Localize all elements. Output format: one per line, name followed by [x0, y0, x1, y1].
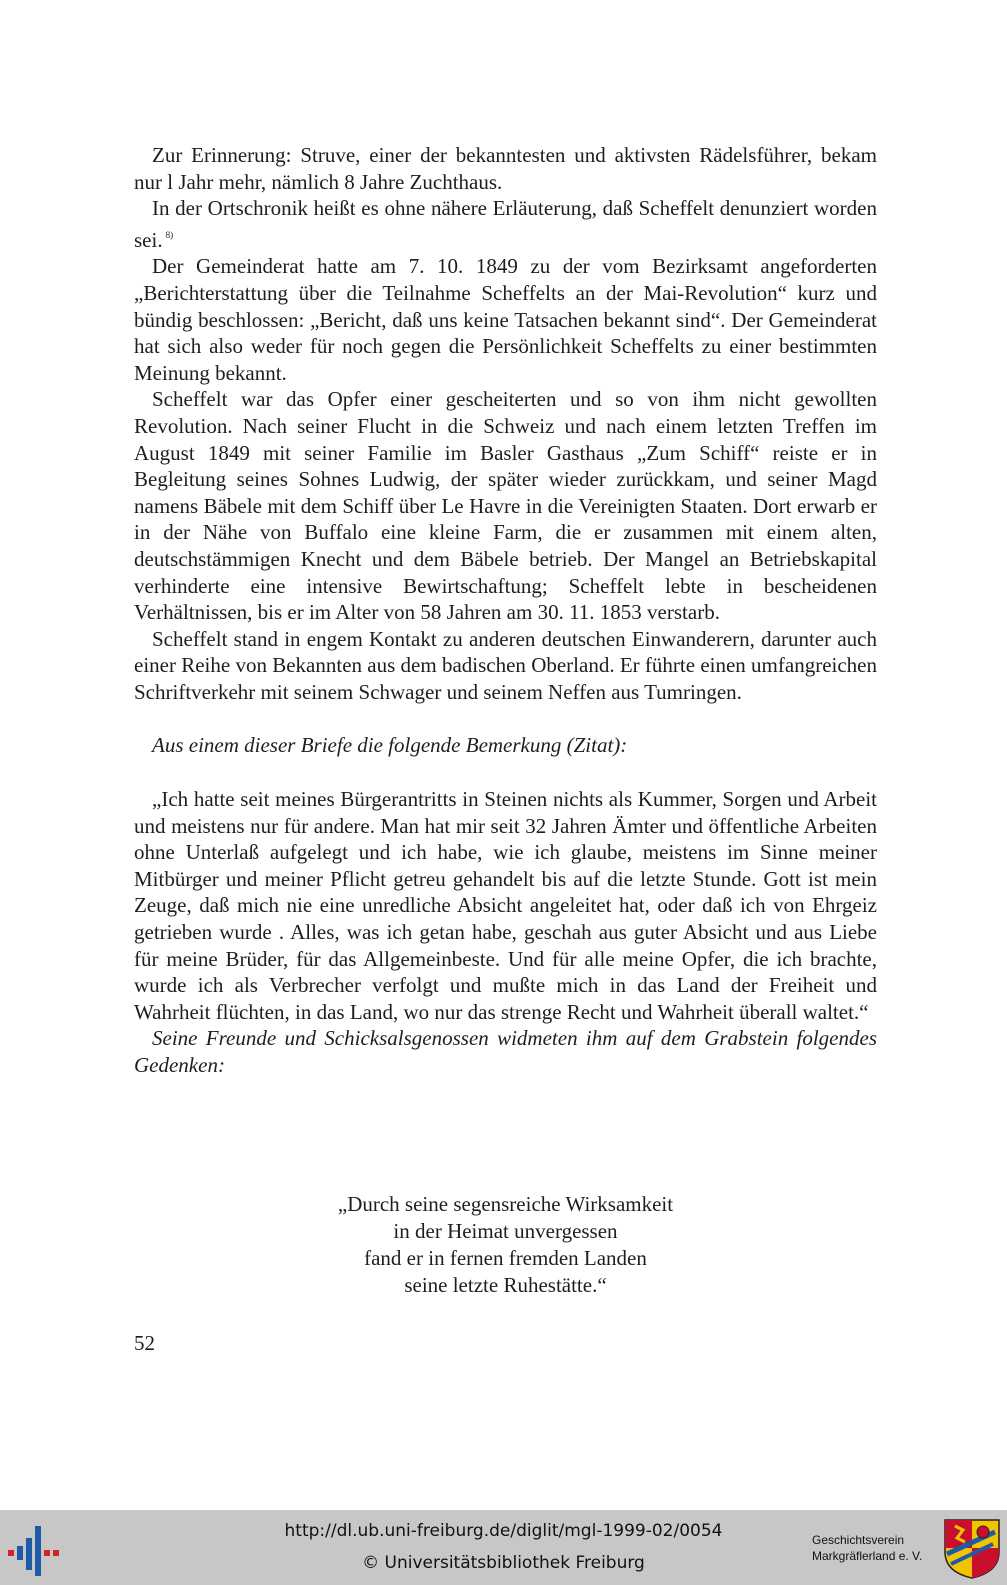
quote-intro: Aus einem dieser Briefe die folgende Bemerkung (Zitat): [152, 733, 628, 758]
coat-of-arms-icon [943, 1518, 1001, 1580]
inscription-line: in der Heimat unvergessen [393, 1219, 618, 1243]
inscription-line: fand er in fernen fremden Landen [364, 1246, 647, 1270]
letter-quote: „Ich hatte seit meines Bürgerantritts in Steinen nichts als Kummer, Sorgen und Arbeit und meistens nur für andere. Man hat mir seit 32 Jahren Ämter und öffentliche Arbeiten ohne Unterlaß aufgelegt und ich habe, wie ich glaube, meistens im Sinne meiner Mitbürger und meiner Pflicht getreu gehandelt bis auf die letzte Stunde. Gott ist mein Zeuge, daß mich nie eine unredliche Absicht angeleitet hat, oder daß ich von Ehrgeiz getrieben wurde . Alles, was ich getan habe, geschah aus guter Absicht und aus Liebe für meine Brüder, für das Allgemeinbeste. Und für alle meine Opfer, die ich brachte, wurde ich als Verbrecher verfolgt und mußte mich in das Land der Freiheit und Wahrheit flüchten, in das Land, wo nur das strenge Recht und Wahrheit überall waltet.“ [134, 787, 877, 1024]
inscription-line: seine letzte Ruhestätte.“ [404, 1273, 607, 1297]
copyright-text: © Universitätsbibliothek Freiburg [362, 1553, 645, 1573]
paragraph: Der Gemeinderat hatte am 7. 10. 1849 zu der vom Bezirksamt angeforderten „Berichterstattung über die Teilnahme Scheffelts an der Mai-Revolution“ kurz und bündig beschlossen: „Bericht, daß uns keine Tatsachen bekannt sind“. Der Gemeinderat hat sich also weder für noch gegen die Persönlichkeit Scheffelts zu einer bestimmten Meinung bekannt. [134, 254, 877, 385]
society-name-line: Markgräflerland e. V. [812, 1549, 923, 1563]
society-name-line: Geschichtsverein [812, 1533, 905, 1547]
document-url-link[interactable]: http://dl.ub.uni-freiburg.de/diglit/mgl-1999-02/0054 [284, 1521, 723, 1541]
paragraph: Scheffelt stand in engem Kontakt zu anderen deutschen Einwanderern, darunter auch einer Reihe von Bekannten aus dem badischen Oberland. Er führte einen umfangreichen Schriftverkehr mit seinem Schwager und seinem Neffen aus Tumringen. [134, 626, 877, 704]
page-number: 52 [134, 1331, 155, 1355]
gravestone-intro: Seine Freunde und Schicksalsgenossen widmeten ihm auf dem Grabstein folgendes Gedenken: [134, 1026, 877, 1077]
paragraph-text: In der Ortschronik heißt es ohne nähere Erläuterung, daß Scheffelt denunziert worden sei. [134, 196, 877, 252]
footer-bar [0, 1510, 1007, 1585]
inscription-line: „Durch seine segensreiche Wirksamkeit [337, 1192, 674, 1216]
body-text [134, 142, 877, 1079]
paragraph [134, 195, 877, 253]
society-name [812, 1532, 940, 1564]
gravestone-inscription [0, 1191, 1007, 1299]
paragraph: Zur Erinnerung: Struve, einer der bekanntesten und aktivsten Rädelsführer, bekam nur l Jahr mehr, nämlich 8 Jahre Zuchthaus. [134, 143, 877, 194]
paragraph: Scheffelt war das Opfer einer gescheiterten und so von ihm nicht gewollten Revolution. Nach seiner Flucht in die Schweiz und nach einem letzten Treffen im August 1849 mit seiner Familie im Basler Gasthaus „Zum Schiff“ reiste er in Begleitung seines Sohnes Ludwig, der später wieder zurückkam, und seiner Magd namens Bäbele mit dem Schiff über Le Havre in die Vereinigten Staaten. Dort erwarb er in der Nähe von Buffalo eine kleine Farm, die er zusammen mit einem alten, deutschstämmigen Knecht und dem Bäbele betrieb. Der Mangel an Betriebskapital verhinderte eine intensive Bewirtschaftung; Scheffelt lebte in bescheidenen Verhältnissen, bis er im Alter von 58 Jahren am 30. 11. 1853 verstarb. [134, 387, 877, 625]
footnote-reference: 8) [165, 229, 174, 240]
